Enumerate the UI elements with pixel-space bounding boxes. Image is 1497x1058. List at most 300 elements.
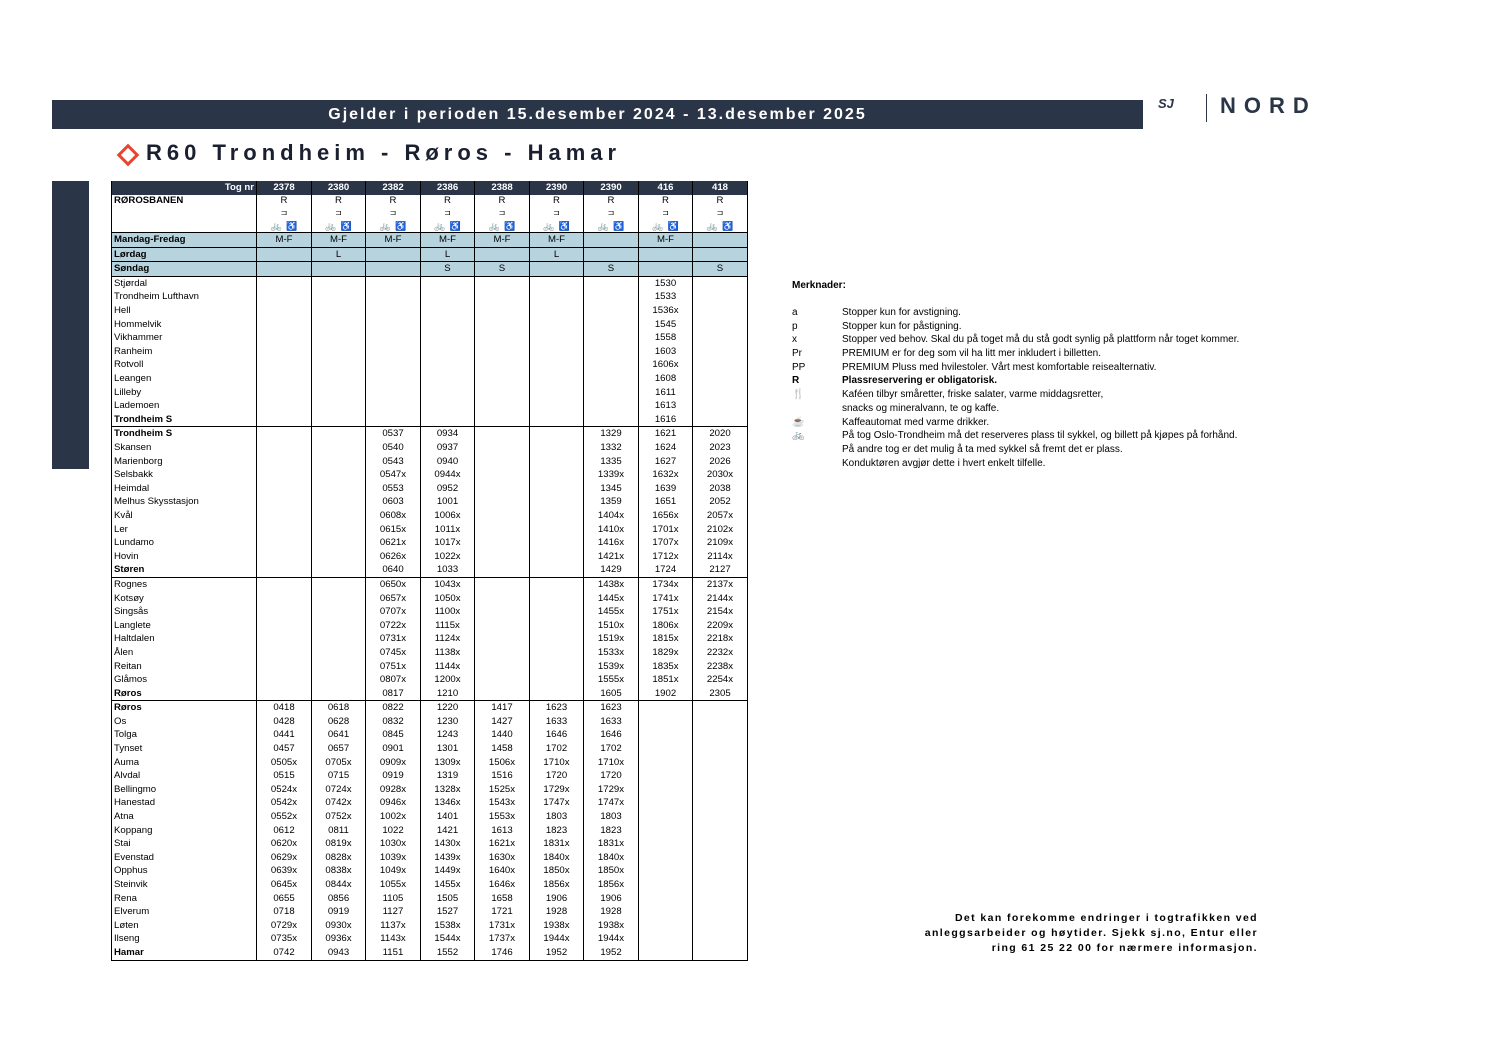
departure-time: 1624	[639, 441, 693, 455]
facility-cell	[530, 220, 584, 233]
departure-time	[257, 455, 312, 469]
bicycle-icon: 🚲	[325, 220, 337, 231]
sj-logo-icon: SJ	[1158, 96, 1174, 111]
departure-time	[312, 358, 366, 372]
departure-time: 0752x	[312, 810, 366, 824]
departure-time	[257, 276, 312, 290]
disclaimer-line-2: anleggsarbeider og høytider. Sjekk sj.no, Entur eller	[924, 927, 1258, 939]
departure-time: 1737x	[475, 932, 530, 946]
train-number: 2390	[584, 181, 639, 195]
station-row	[112, 455, 748, 469]
tognr-label: Tog nr	[112, 181, 257, 195]
departure-time	[312, 482, 366, 496]
station-row	[112, 592, 748, 606]
station-name: Leangen	[112, 372, 257, 386]
departure-time	[530, 577, 584, 591]
departure-time	[639, 810, 693, 824]
departure-time: 1527	[421, 905, 475, 919]
departure-time	[366, 318, 421, 332]
station-row	[112, 796, 748, 810]
note-text: Kaffeautomat med varme drikker.	[842, 416, 990, 428]
departure-time	[693, 946, 748, 960]
departure-time	[421, 358, 475, 372]
departure-time: 1651	[639, 495, 693, 509]
departure-time	[312, 536, 366, 550]
coffee-icon: ⊐	[584, 207, 639, 220]
departure-time	[366, 399, 421, 413]
departure-time: 2232x	[693, 646, 748, 660]
departure-time	[475, 441, 530, 455]
departure-time	[312, 276, 366, 290]
departure-time: 0718	[257, 905, 312, 919]
notes-heading: Merknader:	[792, 280, 846, 291]
departure-time	[257, 482, 312, 496]
departure-time	[584, 399, 639, 413]
departure-time	[257, 399, 312, 413]
departure-time: 1829x	[639, 646, 693, 660]
departure-time	[584, 318, 639, 332]
departure-time	[639, 769, 693, 783]
station-name: Singsås	[112, 605, 257, 619]
departure-time	[530, 455, 584, 469]
station-row	[112, 358, 748, 372]
reservation-code: R	[257, 195, 312, 208]
station-name: Lademoen	[112, 399, 257, 413]
departure-time	[312, 673, 366, 687]
station-row	[112, 756, 748, 770]
departure-time: 1006x	[421, 509, 475, 523]
departure-time: 0615x	[366, 523, 421, 537]
departure-time: 1707x	[639, 536, 693, 550]
departure-time	[366, 331, 421, 345]
departure-time: 0952	[421, 482, 475, 496]
departure-time: 1720	[530, 769, 584, 783]
departure-time: 0705x	[312, 756, 366, 770]
departure-time: 2114x	[693, 550, 748, 564]
departure-time: 1200x	[421, 673, 475, 687]
departure-time: 1033	[421, 563, 475, 577]
reservation-code: R	[693, 195, 748, 208]
departure-time: 1525x	[475, 783, 530, 797]
departure-time	[693, 386, 748, 400]
disclaimer	[880, 911, 1258, 956]
departure-time: 1835x	[639, 660, 693, 674]
departure-time: 1100x	[421, 605, 475, 619]
departure-time: 1545	[639, 318, 693, 332]
departure-time	[693, 742, 748, 756]
bicycle-icon: 🚲	[706, 220, 718, 231]
station-row	[112, 563, 748, 577]
note-item	[792, 361, 1157, 375]
departure-time: 0629x	[257, 851, 312, 865]
departure-time: 1944x	[584, 932, 639, 946]
departure-time	[693, 769, 748, 783]
departure-time	[312, 413, 366, 427]
departure-time	[584, 276, 639, 290]
departure-time	[639, 742, 693, 756]
day-cell: M-F	[312, 233, 366, 248]
departure-time: 1445x	[584, 592, 639, 606]
departure-time: 0537	[366, 427, 421, 441]
wheelchair-icon: ♿	[504, 220, 516, 231]
departure-time: 2144x	[693, 592, 748, 606]
station-name: Ranheim	[112, 345, 257, 359]
departure-time	[475, 304, 530, 318]
departure-time	[366, 386, 421, 400]
station-name: Røros	[112, 701, 257, 715]
departure-time: 1039x	[366, 851, 421, 865]
station-row	[112, 905, 748, 919]
departure-time	[257, 687, 312, 701]
note-key: 🚲	[792, 430, 805, 442]
departure-time: 1533	[639, 290, 693, 304]
departure-time	[257, 563, 312, 577]
departure-time: 0807x	[366, 673, 421, 687]
departure-time: 2102x	[693, 523, 748, 537]
departure-time: 1124x	[421, 632, 475, 646]
departure-time: 1421x	[584, 550, 639, 564]
note-item	[792, 347, 1101, 361]
departure-time	[530, 550, 584, 564]
departure-time	[257, 605, 312, 619]
departure-time: 0505x	[257, 756, 312, 770]
departure-time	[257, 509, 312, 523]
departure-time: 1724	[639, 563, 693, 577]
station-name: Rotvoll	[112, 358, 257, 372]
departure-time	[312, 427, 366, 441]
departure-time: 0639x	[257, 864, 312, 878]
departure-time	[693, 905, 748, 919]
station-row	[112, 837, 748, 851]
departure-time	[312, 304, 366, 318]
departure-time: 0543	[366, 455, 421, 469]
station-row	[112, 946, 748, 960]
departure-time	[257, 577, 312, 591]
departure-time: 1345	[584, 482, 639, 496]
departure-time	[257, 632, 312, 646]
departure-time	[693, 701, 748, 715]
departure-time: 0937	[421, 441, 475, 455]
departure-time	[475, 646, 530, 660]
wheelchair-icon: ♿	[449, 220, 461, 231]
station-name: Marienborg	[112, 455, 257, 469]
bicycle-icon: 🚲	[488, 220, 500, 231]
departure-time: 1438x	[584, 577, 639, 591]
station-row	[112, 701, 748, 715]
note-text: PREMIUM Pluss med hvilestoler. Vårt mest komfortable reisealternativ.	[842, 361, 1157, 373]
bicycle-icon: 🚲	[543, 220, 555, 231]
departure-time: 2052	[693, 495, 748, 509]
departure-time: 1043x	[421, 577, 475, 591]
departure-time: 0626x	[366, 550, 421, 564]
departure-time	[312, 592, 366, 606]
departure-time	[475, 592, 530, 606]
station-row	[112, 824, 748, 838]
departure-time	[530, 619, 584, 633]
departure-time	[312, 577, 366, 591]
coffee-icon: ⊐	[257, 207, 312, 220]
departure-time	[475, 455, 530, 469]
departure-time	[584, 304, 639, 318]
departure-time: 1144x	[421, 660, 475, 674]
departure-time: 1555x	[584, 673, 639, 687]
departure-time	[475, 509, 530, 523]
note-item	[792, 416, 990, 430]
departure-time: 1455x	[421, 878, 475, 892]
departure-time: 1105	[366, 892, 421, 906]
wheelchair-icon: ♿	[667, 220, 679, 231]
departure-time	[693, 824, 748, 838]
station-name: Hommelvik	[112, 318, 257, 332]
departure-time: 2209x	[693, 619, 748, 633]
departure-time: 1230	[421, 715, 475, 729]
departure-time: 0832	[366, 715, 421, 729]
station-name: Støren	[112, 563, 257, 577]
departure-time	[639, 824, 693, 838]
departure-time	[475, 290, 530, 304]
note-key: x	[792, 334, 797, 346]
departure-time	[584, 413, 639, 427]
departure-time	[530, 605, 584, 619]
station-row	[112, 783, 748, 797]
departure-time	[693, 810, 748, 824]
departure-time	[639, 796, 693, 810]
note-text: Konduktøren avgjør dette i hvert enkelt tilfelle.	[842, 457, 1046, 469]
departure-time	[312, 372, 366, 386]
day-cell	[312, 262, 366, 277]
departure-time	[475, 673, 530, 687]
departure-time	[475, 632, 530, 646]
reservation-row	[112, 195, 748, 208]
station-name: Lundamo	[112, 536, 257, 550]
station-name: Lilleby	[112, 386, 257, 400]
bicycle-icon: 🚲	[597, 220, 609, 231]
departure-time: 2030x	[693, 468, 748, 482]
day-cell: L	[530, 247, 584, 262]
station-row	[112, 536, 748, 550]
departure-time: 1427	[475, 715, 530, 729]
departure-time: 2137x	[693, 577, 748, 591]
departure-time: 1002x	[366, 810, 421, 824]
station-name: Trondheim S	[112, 427, 257, 441]
departure-time: 1030x	[366, 837, 421, 851]
train-number: 418	[693, 181, 748, 195]
day-cell: M-F	[421, 233, 475, 248]
departure-time	[257, 318, 312, 332]
departure-time	[530, 509, 584, 523]
departure-time: 2305	[693, 687, 748, 701]
station-name: Haltdalen	[112, 632, 257, 646]
departure-time: 1702	[584, 742, 639, 756]
departure-time: 1455x	[584, 605, 639, 619]
departure-time	[639, 905, 693, 919]
station-row	[112, 687, 748, 701]
departure-time	[530, 495, 584, 509]
note-item	[792, 320, 962, 334]
departure-time: 1544x	[421, 932, 475, 946]
departure-time	[530, 646, 584, 660]
departure-time	[475, 331, 530, 345]
departure-time: 1115x	[421, 619, 475, 633]
departure-time: 0540	[366, 441, 421, 455]
departure-time: 0742x	[312, 796, 366, 810]
departure-time	[693, 864, 748, 878]
station-name: Rena	[112, 892, 257, 906]
departure-time: 1440	[475, 728, 530, 742]
departure-time	[475, 660, 530, 674]
departure-time	[693, 372, 748, 386]
departure-time	[312, 646, 366, 660]
station-name: Ler	[112, 523, 257, 537]
day-cell	[693, 247, 748, 262]
departure-time	[312, 318, 366, 332]
departure-time	[584, 358, 639, 372]
departure-time: 0943	[312, 946, 366, 960]
station-row	[112, 413, 748, 427]
note-text: Kaféen tilbyr småretter, friske salater, varme middagsretter,	[842, 389, 1104, 401]
train-number: 2380	[312, 181, 366, 195]
station-name: Heimdal	[112, 482, 257, 496]
departure-time	[421, 372, 475, 386]
departure-time	[312, 632, 366, 646]
departure-time: 0844x	[312, 878, 366, 892]
departure-time: 2026	[693, 455, 748, 469]
departure-time: 1721	[475, 905, 530, 919]
departure-time	[530, 673, 584, 687]
station-row	[112, 290, 748, 304]
departure-time: 1806x	[639, 619, 693, 633]
note-text: Stopper kun for påstigning.	[842, 320, 962, 332]
departure-time: 1823	[584, 824, 639, 838]
departure-time	[312, 687, 366, 701]
validity-period: Gjelder i perioden 15.desember 2024 - 13.desember 2025	[328, 106, 867, 123]
departure-time	[693, 796, 748, 810]
departure-time: 1952	[584, 946, 639, 960]
station-row	[112, 646, 748, 660]
departure-time: 1720	[584, 769, 639, 783]
bicycle-icon: 🚲	[270, 220, 282, 231]
departure-time: 0822	[366, 701, 421, 715]
reservation-code: R	[639, 195, 693, 208]
station-name: Skansen	[112, 441, 257, 455]
departure-time: 2109x	[693, 536, 748, 550]
departure-time	[639, 919, 693, 933]
departure-time	[639, 932, 693, 946]
reservation-code: R	[530, 195, 584, 208]
departure-time: 1608	[639, 372, 693, 386]
departure-time	[312, 619, 366, 633]
departure-time	[312, 660, 366, 674]
departure-time: 0919	[312, 905, 366, 919]
departure-time	[475, 468, 530, 482]
departure-time	[257, 304, 312, 318]
station-name: Stjørdal	[112, 276, 257, 290]
departure-time: 1127	[366, 905, 421, 919]
departure-time: 1823	[530, 824, 584, 838]
day-cell	[584, 233, 639, 248]
departure-time	[312, 563, 366, 577]
departure-time: 1309x	[421, 756, 475, 770]
wheelchair-icon: ♿	[286, 220, 298, 231]
station-row	[112, 742, 748, 756]
station-name: Auma	[112, 756, 257, 770]
departure-time: 1928	[530, 905, 584, 919]
note-item	[792, 429, 1238, 443]
station-name: Os	[112, 715, 257, 729]
departure-time: 0515	[257, 769, 312, 783]
departure-time	[257, 345, 312, 359]
note-item	[792, 457, 1046, 471]
departure-time	[421, 318, 475, 332]
departure-time	[421, 290, 475, 304]
station-name: Ilseng	[112, 932, 257, 946]
day-cell: S	[421, 262, 475, 277]
departure-time	[530, 427, 584, 441]
departure-time: 1359	[584, 495, 639, 509]
departure-time: 2038	[693, 482, 748, 496]
train-number: 2378	[257, 181, 312, 195]
departure-time: 2023	[693, 441, 748, 455]
departure-time	[530, 386, 584, 400]
station-row	[112, 550, 748, 564]
departure-time: 1640x	[475, 864, 530, 878]
departure-time: 0650x	[366, 577, 421, 591]
departure-time: 0811	[312, 824, 366, 838]
day-cell: M-F	[257, 233, 312, 248]
departure-time: 1538x	[421, 919, 475, 933]
station-name: Alvdal	[112, 769, 257, 783]
departure-time: 1022x	[421, 550, 475, 564]
departure-time	[475, 318, 530, 332]
departure-time: 1530	[639, 276, 693, 290]
departure-time: 1606x	[639, 358, 693, 372]
departure-time: 1621	[639, 427, 693, 441]
day-label: Lørdag	[112, 247, 257, 262]
departure-time	[475, 550, 530, 564]
departure-time	[639, 837, 693, 851]
departure-time	[421, 386, 475, 400]
station-name: Røros	[112, 687, 257, 701]
station-name: Evenstad	[112, 851, 257, 865]
departure-time: 1401	[421, 810, 475, 824]
departure-time	[639, 783, 693, 797]
departure-time: 1417	[475, 701, 530, 715]
departure-time	[693, 413, 748, 427]
departure-time	[693, 932, 748, 946]
departure-time	[312, 468, 366, 482]
departure-time: 2218x	[693, 632, 748, 646]
departure-time: 1902	[639, 687, 693, 701]
station-name: Hell	[112, 304, 257, 318]
departure-time	[693, 318, 748, 332]
departure-time: 1729x	[530, 783, 584, 797]
departure-time	[530, 413, 584, 427]
station-row	[112, 878, 748, 892]
departure-time: 0542x	[257, 796, 312, 810]
departure-time	[366, 345, 421, 359]
day-cell: S	[475, 262, 530, 277]
departure-time	[475, 372, 530, 386]
station-name: Atna	[112, 810, 257, 824]
note-item	[792, 374, 998, 388]
day-cell	[257, 262, 312, 277]
departure-time	[257, 536, 312, 550]
departure-time	[312, 605, 366, 619]
station-name: Hanestad	[112, 796, 257, 810]
departure-time: 1746	[475, 946, 530, 960]
day-cell	[584, 247, 639, 262]
coffee-icon: ⊐	[366, 207, 421, 220]
